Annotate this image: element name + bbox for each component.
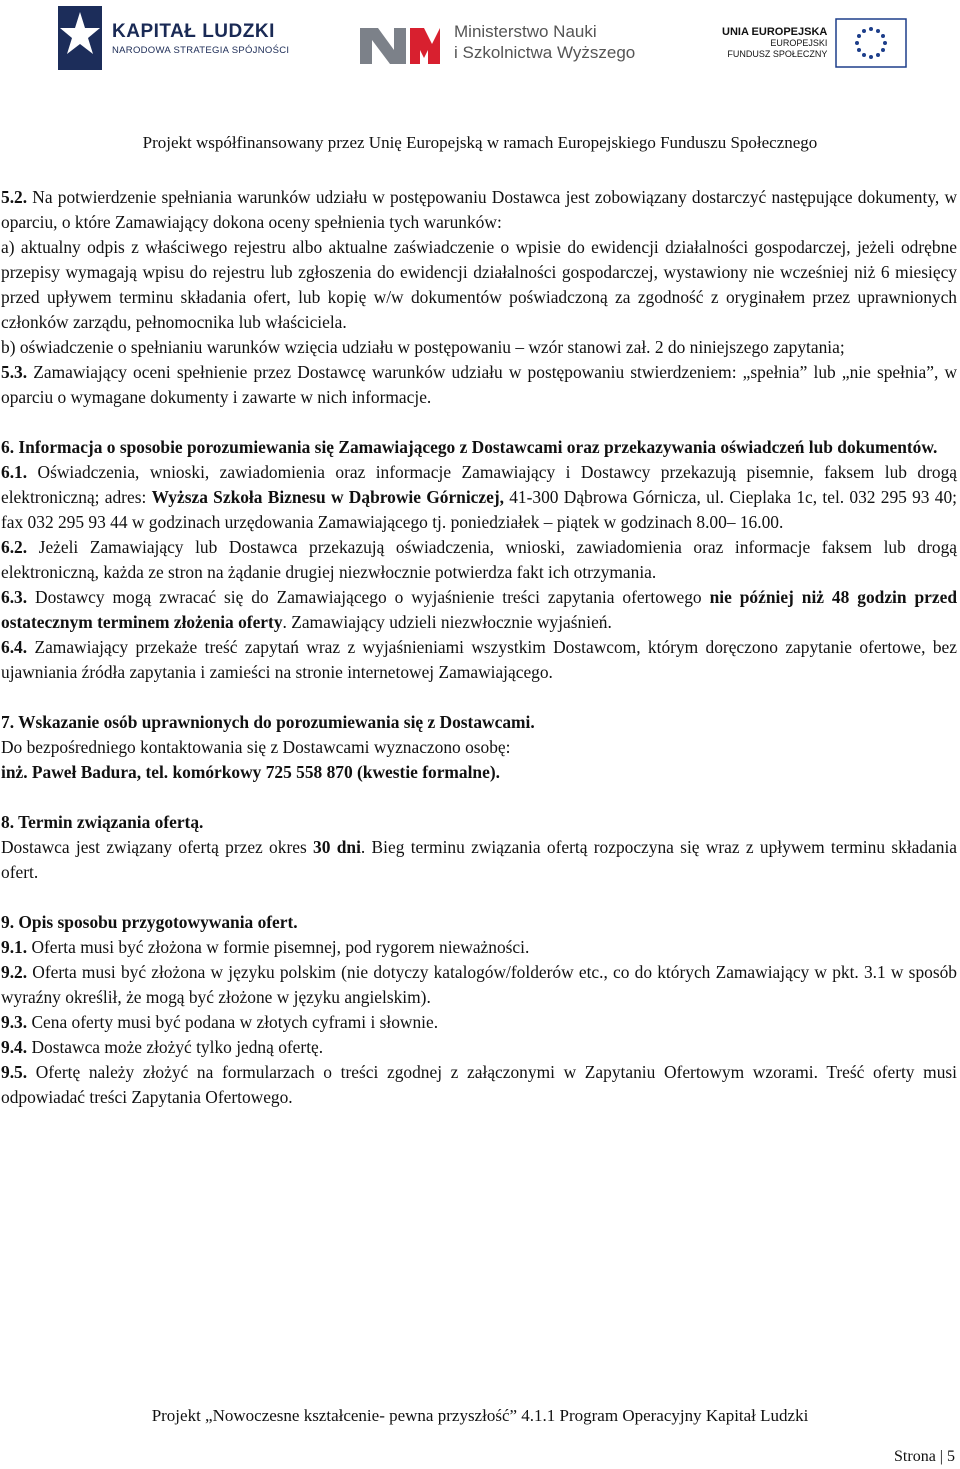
paragraph-6-1: 6.1. Oświadczenia, wnioski, zawiadomienia oraz informacje Zamawiający i Dostawcy przekazują pisemnie, faksem lub drogą elektroniczną; adres: Wyższa Szkoła Biznesu w Dąbrowie Górniczej, 41-300 Dąbrowa Górnicza, ul. Cieplaka 1c, tel. 032 295 93 40; fax 032 295 93 44 w godzinach urzędowania Zamawiającego tj. poniedziałek – piątek w godzinach 8.00– 16.00.	[1, 462, 957, 532]
paragraph-9-1: 9.1. Oferta musi być złożona w formie pisemnej, pod rygorem nieważności.	[1, 937, 530, 957]
section-9-heading: 9. Opis sposobu przygotowywania ofert.	[1, 912, 298, 932]
paragraph-5-2-b: b) oświadczenie o spełnianiu warunków wzięcia udziału w postępowaniu – wzór stanowi zał. 2 do niniejszego zapytania;	[1, 337, 845, 357]
paragraph-5-2: 5.2. Na potwierdzenie spełniania warunków udziału w postępowaniu Dostawca jest zobowiązany dostarczyć następujące dokumenty, w oparciu, o które Zamawiający dokona oceny spełnienia tych warunków:	[1, 187, 957, 232]
logo-eu-line2: EUROPEJSKI	[770, 38, 828, 48]
paragraph-number: 9.2.	[1, 962, 28, 982]
eu-flag-icon	[835, 18, 907, 68]
paragraph-9-5: 9.5. Ofertę należy złożyć na formularzach o treści zgodnej z załączonymi w Zapytaniu Ofertowym wzorami. Treść oferty musi odpowiadać treści Zapytania Ofertowego.	[1, 1062, 957, 1107]
section-6-heading: 6. Informacja o sposobie porozumiewania się Zamawiającego z Dostawcami oraz przekazywania oświadczeń lub dokumentów.	[1, 437, 938, 457]
paragraph-number: 5.2.	[1, 187, 28, 207]
logo-kl-subtitle: NARODOWA STRATEGIA SPÓJNOŚCI	[112, 44, 290, 56]
page-number: Strona | 5	[894, 1448, 955, 1465]
ministry-logo	[360, 20, 635, 64]
paragraph-9-3: 9.3. Cena oferty musi być podana w złotych cyframi i słownie.	[1, 1012, 439, 1032]
logo-kl-title: KAPITAŁ LUDZKI	[112, 20, 275, 42]
paragraph-number: 6.1.	[1, 462, 28, 482]
section-7-heading: 7. Wskazanie osób uprawnionych do porozumiewania się z Dostawcami.	[1, 712, 535, 732]
paragraph-5-3: 5.3. Zamawiający oceni spełnienie przez Dostawcę warunków udziału w postępowaniu stwierdzeniem: „spełnia” lub „nie spełnia”, w oparciu o wymagane dokumenty i zawarte w nich informacje.	[1, 362, 957, 407]
cofinancing-note: Projekt współfinansowany przez Unię Europejską w ramach Europejskiego Funduszu Społecznego	[142, 133, 818, 152]
paragraph-number: 6.4.	[1, 637, 28, 657]
paragraph-number: 9.3.	[1, 1012, 28, 1032]
paragraph-6-3: 6.3. Dostawcy mogą zwracać się do Zamawiającego o wyjaśnienie treści zapytania ofertowego nie później niż 48 godzin przed ostatecznym terminem złożenia oferty. Zamawiający udzieli niezwłocznie wyjaśnień.	[1, 587, 957, 632]
paragraph-6-2: 6.2. Jeżeli Zamawiający lub Dostawca przekazują oświadczenia, wnioski, zawiadomienia oraz informacje faksem lub drogą elektroniczną, każda ze stron na żądanie drugiej niezwłocznie potwierdza fakt ich otrzymania.	[1, 537, 957, 582]
logo-eu-line3: FUNDUSZ SPOŁECZNY	[727, 49, 828, 59]
document-body	[1, 185, 957, 1110]
logo-ministry-line1: Ministerstwo Nauki	[454, 22, 597, 41]
paragraph-9-2: 9.2. Oferta musi być złożona w języku polskim (nie dotyczy katalogów/folderów etc., co do których Zamawiający w pkt. 3.1 w sposób wyraźny określił, że mogą być złożone w języku angielskim).	[1, 962, 957, 1007]
section-8-heading: 8. Termin związania ofertą.	[1, 812, 204, 832]
logo-eu-line1: UNIA EUROPEJSKA	[722, 26, 828, 38]
paragraph-9-4: 9.4. Dostawca może złożyć tylko jedną ofertę.	[1, 1037, 324, 1057]
section-8-text: Dostawca jest związany ofertą przez okres 30 dni. Bieg terminu związania ofertą rozpoczyna się wraz z upływem terminu składania ofert.	[1, 837, 957, 882]
ministry-icon	[360, 20, 440, 64]
paragraph-number: 9.5.	[1, 1062, 28, 1082]
logo-ministry-line2: i Szkolnictwa Wyższego	[454, 43, 636, 62]
paragraph-number: 9.1.	[1, 937, 28, 957]
paragraph-number: 6.2.	[1, 537, 28, 557]
paragraph-number: 9.4.	[1, 1037, 28, 1057]
paragraph-5-2-a: a) aktualny odpis z właściwego rejestru albo aktualne zaświadczenie o wpisie do ewidencji działalności gospodarczej, jeżeli odrębne przepisy wymagają wpisu do rejestru lub zgłoszenia do ewidencji działalności gospodarczej, wystawiony nie wcześniej niż 6 miesięcy przed upływem terminu składania ofert, lub kopię w/w dokumentów poświadczoną za zgodność z oryginałem przez uprawnionych członków zarządu, pełnomocnika lub właściciela.	[1, 237, 957, 332]
paragraph-number: 5.3.	[1, 362, 28, 382]
paragraph-6-4: 6.4. Zamawiający przekaże treść zapytań wraz z wyjaśnieniami wszystkim Dostawcom, którym doręczono zapytanie ofertowe, bez ujawniania źródła zapytania i zamieści na stronie internetowej Zamawiającego.	[1, 637, 957, 682]
header	[0, 0, 960, 80]
kapital-ludzki-logo	[58, 6, 289, 70]
eu-logo	[722, 18, 907, 68]
section-7-text: Do bezpośredniego kontaktowania się z Dostawcami wyznaczono osobę:	[1, 737, 511, 757]
paragraph-number: 6.3.	[1, 587, 28, 607]
footer-project: Projekt „Nowoczesne kształcenie- pewna przyszłość” 4.1.1 Program Operacyjny Kapitał Ludzki	[151, 1406, 809, 1425]
kapital-ludzki-star-icon	[58, 6, 102, 70]
section-7-contact: inż. Paweł Badura, tel. komórkowy 725 558 870 (kwestie formalne).	[1, 762, 500, 782]
